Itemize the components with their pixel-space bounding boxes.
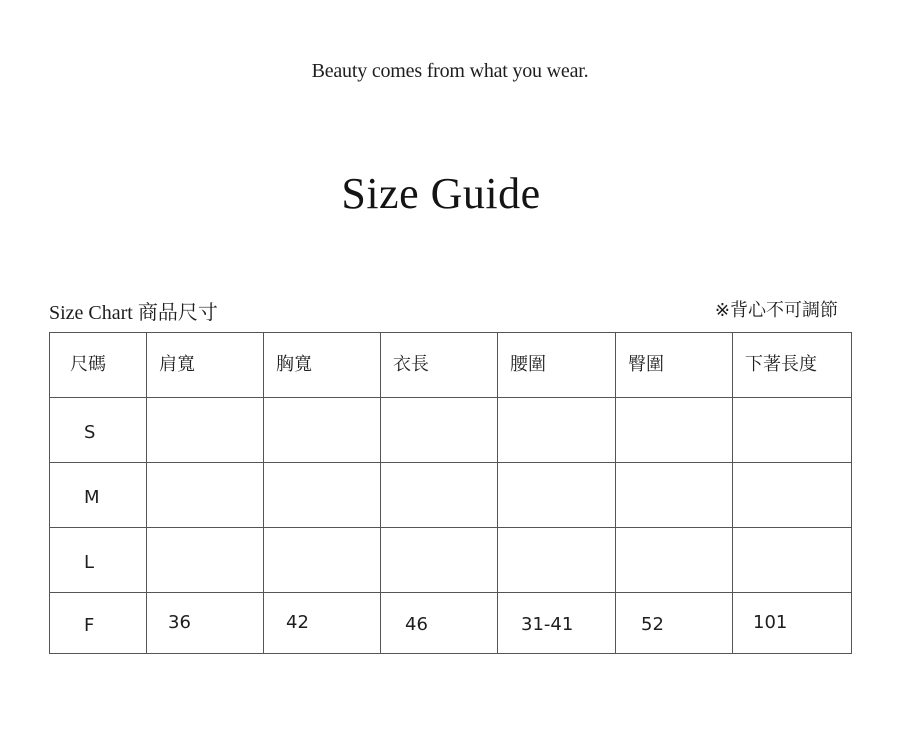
table-cell xyxy=(498,398,616,463)
table-cell xyxy=(264,528,381,593)
table-header-row xyxy=(50,333,852,398)
table-cell: 46 xyxy=(381,593,498,654)
size-cell: S xyxy=(50,398,147,463)
header-chest-width: 胸寬 xyxy=(264,333,381,398)
size-cell: M xyxy=(50,463,147,528)
table-cell xyxy=(616,528,733,593)
header-size: 尺碼 xyxy=(50,333,147,398)
page-title: Size Guide xyxy=(341,169,541,218)
table-row xyxy=(50,463,852,528)
size-cell: L xyxy=(50,528,147,593)
header-shoulder-width: 肩寬 xyxy=(147,333,264,398)
header-hip: 臀圍 xyxy=(616,333,733,398)
table-cell: 52 xyxy=(616,593,733,654)
table-row xyxy=(50,398,852,463)
table-cell xyxy=(381,398,498,463)
tagline: Beauty comes from what you wear. xyxy=(311,60,589,82)
size-cell: F xyxy=(50,593,147,654)
table-cell xyxy=(264,398,381,463)
table-cell: 31-41 xyxy=(498,593,616,654)
size-chart-label: Size Chart 商品尺寸 xyxy=(49,302,218,324)
table-cell xyxy=(381,463,498,528)
table-cell: 36 xyxy=(147,593,264,654)
table-cell xyxy=(147,463,264,528)
table-cell: 101 xyxy=(733,593,852,654)
table-cell xyxy=(616,463,733,528)
table-cell xyxy=(498,528,616,593)
header-length: 衣長 xyxy=(381,333,498,398)
size-table xyxy=(49,332,852,654)
table-cell xyxy=(264,463,381,528)
header-waist: 腰圍 xyxy=(498,333,616,398)
table-cell xyxy=(733,398,852,463)
header-bottom-length: 下著長度 xyxy=(733,333,852,398)
table-cell xyxy=(733,463,852,528)
table-cell: 42 xyxy=(264,593,381,654)
table-row xyxy=(50,593,852,654)
table-row xyxy=(50,528,852,593)
table-cell xyxy=(733,528,852,593)
table-cell xyxy=(147,398,264,463)
adjustability-note: ※背心不可調節 xyxy=(714,300,838,321)
table-cell xyxy=(498,463,616,528)
table-cell xyxy=(381,528,498,593)
table-cell xyxy=(616,398,733,463)
table-cell xyxy=(147,528,264,593)
